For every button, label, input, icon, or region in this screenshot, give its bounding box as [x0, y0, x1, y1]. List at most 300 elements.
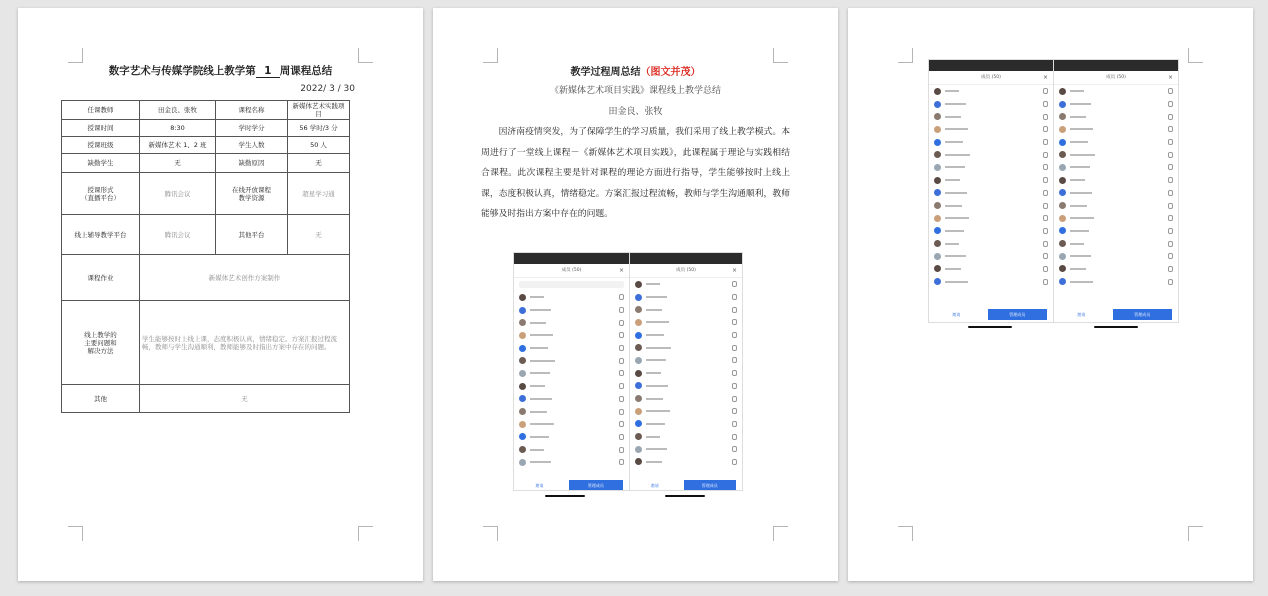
avatar	[934, 189, 941, 196]
microphone-icon	[619, 409, 624, 415]
members-footer	[514, 480, 629, 491]
microphone-icon	[1043, 279, 1048, 285]
avatar	[635, 370, 642, 377]
cell-label: 其他	[62, 385, 140, 413]
cell-label: 授课时间	[62, 120, 140, 137]
home-indicator	[545, 495, 585, 497]
member-name-placeholder	[945, 166, 965, 168]
member-name-placeholder	[530, 436, 549, 438]
avatar	[934, 139, 941, 146]
cell-label: 课程作业	[62, 255, 140, 301]
microphone-icon	[1043, 152, 1048, 158]
microphone-icon	[619, 294, 624, 300]
crop-mark	[358, 526, 373, 541]
member-name-placeholder	[646, 283, 660, 285]
member-name-placeholder	[530, 309, 551, 311]
microphone-icon	[1168, 152, 1173, 158]
avatar	[519, 459, 526, 466]
member-name-placeholder	[530, 449, 544, 451]
microphone-icon	[732, 332, 737, 338]
cell-label: 线上辅导教学平台	[62, 215, 140, 255]
member-name-placeholder	[646, 448, 667, 450]
member-name-placeholder	[530, 347, 548, 349]
member-row	[929, 187, 1053, 200]
search-input	[519, 281, 624, 288]
member-name-placeholder	[646, 372, 661, 374]
cell-value: 新媒体艺术创作方案制作	[140, 255, 350, 301]
cell-value: 腾讯会议	[140, 173, 216, 215]
member-row	[630, 430, 742, 443]
member-row	[929, 263, 1053, 276]
member-row	[514, 456, 629, 469]
close-icon: ×	[1167, 74, 1173, 81]
table-row	[62, 215, 350, 255]
avatar	[1059, 227, 1066, 234]
phone-status-bar	[1054, 60, 1178, 71]
avatar	[934, 253, 941, 260]
microphone-icon	[619, 421, 624, 427]
member-name-placeholder	[945, 116, 961, 118]
members-count: 成员 (50)	[981, 75, 1001, 80]
member-name-placeholder	[646, 398, 663, 400]
member-name-placeholder	[1070, 255, 1091, 257]
avatar	[1059, 139, 1066, 146]
avatar	[1059, 164, 1066, 171]
member-name-placeholder	[646, 436, 660, 438]
member-row	[630, 329, 742, 342]
crop-mark	[1188, 48, 1203, 63]
member-name-placeholder	[1070, 243, 1084, 245]
cell-label: 学时学分	[216, 120, 288, 137]
microphone-icon	[732, 408, 737, 414]
avatar	[519, 421, 526, 428]
member-row	[1054, 161, 1178, 174]
crop-mark	[68, 48, 83, 63]
cell-value: 超星学习通	[288, 173, 350, 215]
avatar	[635, 433, 642, 440]
cell-label: 任课教师	[62, 101, 140, 120]
microphone-icon	[1168, 164, 1173, 170]
avatar	[635, 458, 642, 465]
member-name-placeholder	[1070, 116, 1086, 118]
avatar	[1059, 278, 1066, 285]
crop-mark	[483, 526, 498, 541]
avatar	[934, 126, 941, 133]
crop-mark	[898, 48, 913, 63]
member-name-placeholder	[1070, 217, 1094, 219]
avatar	[519, 408, 526, 415]
member-name-placeholder	[530, 411, 547, 413]
table-row	[62, 255, 350, 301]
microphone-icon	[1168, 88, 1173, 94]
avatar	[519, 319, 526, 326]
member-row	[1054, 275, 1178, 288]
microphone-icon	[619, 434, 624, 440]
microphone-icon	[1168, 139, 1173, 145]
close-icon: ×	[731, 267, 737, 274]
cell-value: 新媒体艺术 1、2 班	[140, 137, 216, 154]
microphone-icon	[619, 447, 624, 453]
member-name-placeholder	[945, 128, 968, 130]
microphone-icon	[1168, 126, 1173, 132]
microphone-icon	[1168, 101, 1173, 107]
cell-label: 其他平台	[216, 215, 288, 255]
phone-status-bar	[514, 253, 629, 264]
member-row	[630, 418, 742, 431]
member-row	[630, 405, 742, 418]
meeting-members-screenshot	[513, 252, 630, 491]
avatar	[1059, 101, 1066, 108]
member-name-placeholder	[646, 347, 671, 349]
members-count: 成员 (50)	[676, 268, 696, 273]
member-name-placeholder	[530, 461, 551, 463]
member-name-placeholder	[646, 461, 662, 463]
member-row	[514, 431, 629, 444]
microphone-icon	[732, 319, 737, 325]
member-row	[929, 123, 1053, 136]
avatar	[1059, 240, 1066, 247]
cell-value: 新媒体艺术实践项目	[288, 101, 350, 120]
member-name-placeholder	[530, 423, 554, 425]
microphone-icon	[1043, 241, 1048, 247]
member-name-placeholder	[1070, 166, 1090, 168]
member-row	[514, 405, 629, 418]
member-row	[1054, 85, 1178, 98]
crop-mark	[483, 48, 498, 63]
avatar	[635, 382, 642, 389]
avatar	[934, 113, 941, 120]
avatar	[1059, 126, 1066, 133]
member-list	[630, 278, 742, 472]
title-suffix: 周课程总结	[279, 65, 333, 77]
member-name-placeholder	[1070, 154, 1095, 156]
member-row	[630, 316, 742, 329]
avatar	[519, 370, 526, 377]
members-footer	[929, 309, 1053, 320]
member-row	[514, 291, 629, 304]
meeting-members-screenshot	[629, 252, 743, 491]
microphone-icon	[1168, 266, 1173, 272]
avatar	[519, 332, 526, 339]
invite-button: 邀请	[650, 482, 659, 488]
member-row	[929, 174, 1053, 187]
microphone-icon	[1043, 177, 1048, 183]
microphone-icon	[1043, 266, 1048, 272]
crop-mark	[68, 526, 83, 541]
member-name-placeholder	[646, 321, 669, 323]
members-count: 成员 (50)	[561, 268, 582, 273]
table-row	[62, 301, 350, 385]
avatar	[635, 306, 642, 313]
member-name-placeholder	[1070, 230, 1089, 232]
member-name-placeholder	[646, 410, 670, 412]
page2-subtitle: 《新媒体艺术项目实践》课程线上教学总结	[549, 86, 721, 96]
avatar	[519, 446, 526, 453]
cell-value: 56 学时/3 分	[288, 120, 350, 137]
member-name-placeholder	[945, 90, 959, 92]
member-row	[929, 148, 1053, 161]
crop-mark	[1188, 526, 1203, 541]
cell-label: 学生人数	[216, 137, 288, 154]
meeting-members-screenshot	[1053, 59, 1179, 323]
member-row	[514, 393, 629, 406]
cell-value: 无	[288, 154, 350, 173]
title-prefix: 数字艺术与传媒学院线上教学第	[108, 65, 256, 77]
avatar	[635, 319, 642, 326]
crop-mark	[358, 48, 373, 63]
avatar	[635, 344, 642, 351]
title-main: 教学过程周总结	[570, 67, 641, 78]
microphone-icon	[1168, 253, 1173, 259]
member-row	[1054, 212, 1178, 225]
avatar	[635, 446, 642, 453]
member-row	[1054, 237, 1178, 250]
member-name-placeholder	[646, 334, 664, 336]
close-icon: ×	[1042, 74, 1048, 81]
manage-members-button: 管理成员	[569, 480, 623, 491]
avatar	[1059, 88, 1066, 95]
table-row	[62, 101, 350, 120]
manage-members-button: 管理成员	[988, 309, 1048, 320]
table-row	[62, 385, 350, 413]
microphone-icon	[732, 345, 737, 351]
avatar	[519, 395, 526, 402]
member-row	[929, 110, 1053, 123]
phone-status-bar	[929, 60, 1053, 71]
microphone-icon	[1043, 215, 1048, 221]
microphone-icon	[732, 383, 737, 389]
member-row	[514, 443, 629, 456]
document-page-1	[18, 8, 423, 581]
member-row	[929, 136, 1053, 149]
microphone-icon	[732, 307, 737, 313]
member-row	[929, 225, 1053, 238]
member-name-placeholder	[530, 296, 544, 298]
cell-label: 缺勤原因	[216, 154, 288, 173]
member-list	[929, 85, 1053, 300]
cell-value: 无	[140, 385, 350, 413]
avatar	[934, 278, 941, 285]
cell-label: 缺勤学生	[62, 154, 140, 173]
microphone-icon	[1168, 215, 1173, 221]
avatar	[934, 265, 941, 272]
microphone-icon	[1043, 126, 1048, 132]
avatar	[635, 281, 642, 288]
microphone-icon	[619, 345, 624, 351]
member-row	[1054, 225, 1178, 238]
avatar	[1059, 151, 1066, 158]
microphone-icon	[1168, 228, 1173, 234]
member-row	[929, 161, 1053, 174]
cell-value: 田金良、张牧	[140, 101, 216, 120]
microphone-icon	[619, 383, 624, 389]
cell-label: 授课班级	[62, 137, 140, 154]
microphone-icon	[619, 358, 624, 364]
microphone-icon	[732, 434, 737, 440]
cell-value: 50 人	[288, 137, 350, 154]
crop-mark	[773, 48, 788, 63]
member-name-placeholder	[530, 360, 555, 362]
microphone-icon	[1043, 88, 1048, 94]
member-list	[514, 291, 629, 475]
microphone-icon	[732, 459, 737, 465]
avatar	[519, 307, 526, 314]
member-row	[929, 250, 1053, 263]
microphone-icon	[619, 320, 624, 326]
member-name-placeholder	[1070, 179, 1085, 181]
cell-value: 学生能够按时上线上课，态度积极认真，情绪稳定。方案汇报过程流畅，教师与学生沟通顺利，教师能够及时指出方案中存在的问题。	[140, 301, 350, 385]
members-footer	[630, 480, 742, 491]
member-row	[929, 237, 1053, 250]
avatar	[635, 408, 642, 415]
member-row	[630, 303, 742, 316]
members-header	[630, 264, 742, 278]
cell-label: 授课形式 （直播平台）	[62, 173, 140, 215]
member-row	[630, 278, 742, 291]
member-list	[1054, 85, 1178, 300]
member-name-placeholder	[530, 398, 552, 400]
member-name-placeholder	[1070, 192, 1092, 194]
avatar	[934, 101, 941, 108]
microphone-icon	[1168, 241, 1173, 247]
crop-mark	[773, 526, 788, 541]
avatar	[1059, 177, 1066, 184]
member-name-placeholder	[945, 192, 967, 194]
member-row	[1054, 174, 1178, 187]
member-name-placeholder	[530, 334, 553, 336]
manage-members-button: 管理成员	[684, 480, 737, 491]
member-row	[514, 367, 629, 380]
member-row	[514, 329, 629, 342]
avatar	[934, 227, 941, 234]
microphone-icon	[1043, 139, 1048, 145]
member-name-placeholder	[1070, 128, 1093, 130]
member-row	[514, 380, 629, 393]
page2-authors: 田金良、张牧	[608, 107, 663, 117]
microphone-icon	[732, 294, 737, 300]
member-name-placeholder	[945, 217, 969, 219]
avatar	[1059, 215, 1066, 222]
microphone-icon	[619, 307, 624, 313]
microphone-icon	[732, 370, 737, 376]
home-indicator	[968, 326, 1012, 328]
meeting-members-screenshot	[928, 59, 1054, 323]
member-name-placeholder	[945, 154, 970, 156]
microphone-icon	[1043, 190, 1048, 196]
member-name-placeholder	[646, 359, 666, 361]
avatar	[934, 88, 941, 95]
microphone-icon	[1043, 164, 1048, 170]
cell-value: 腾讯会议	[140, 215, 216, 255]
close-icon: ×	[618, 267, 624, 274]
microphone-icon	[1043, 228, 1048, 234]
page2-title	[433, 63, 838, 78]
member-name-placeholder	[1070, 205, 1087, 207]
manage-members-button: 管理成员	[1113, 309, 1173, 320]
document-page-2	[433, 8, 838, 581]
avatar	[519, 345, 526, 352]
microphone-icon	[732, 357, 737, 363]
member-name-placeholder	[530, 372, 550, 374]
avatar	[519, 383, 526, 390]
member-row	[1054, 199, 1178, 212]
table-row	[62, 154, 350, 173]
microphone-icon	[1043, 114, 1048, 120]
document-page-3	[848, 8, 1253, 581]
title-red: （图文并茂）	[640, 67, 701, 78]
member-row	[1054, 148, 1178, 161]
course-summary-table	[61, 100, 350, 413]
member-row	[929, 199, 1053, 212]
member-name-placeholder	[530, 385, 545, 387]
member-row	[1054, 123, 1178, 136]
table-row	[62, 120, 350, 137]
microphone-icon	[619, 396, 624, 402]
member-name-placeholder	[1070, 281, 1093, 283]
member-row	[630, 354, 742, 367]
cell-value: 8:30	[140, 120, 216, 137]
avatar	[635, 357, 642, 364]
cell-label: 课程名称	[216, 101, 288, 120]
microphone-icon	[619, 370, 624, 376]
home-indicator	[1094, 326, 1138, 328]
report-date: 2022/ 3 / 30	[300, 84, 355, 94]
invite-button: 邀请	[535, 482, 544, 488]
member-row	[514, 304, 629, 317]
member-name-placeholder	[945, 255, 966, 257]
avatar	[934, 240, 941, 247]
member-row	[514, 418, 629, 431]
avatar	[519, 433, 526, 440]
member-name-placeholder	[646, 423, 665, 425]
home-indicator	[665, 495, 705, 497]
cell-value: 无	[288, 215, 350, 255]
members-header	[514, 264, 629, 278]
microphone-icon	[1168, 279, 1173, 285]
avatar	[934, 151, 941, 158]
microphone-icon	[732, 396, 737, 402]
avatar	[934, 177, 941, 184]
avatar	[1059, 113, 1066, 120]
invite-button: 邀请	[952, 311, 961, 317]
microphone-icon	[1168, 177, 1173, 183]
invite-button: 邀请	[1077, 311, 1086, 317]
avatar	[934, 215, 941, 222]
microphone-icon	[732, 281, 737, 287]
member-row	[1054, 110, 1178, 123]
avatar	[635, 294, 642, 301]
members-header	[929, 71, 1053, 85]
member-name-placeholder	[646, 309, 662, 311]
member-name-placeholder	[646, 296, 667, 298]
member-row	[929, 275, 1053, 288]
member-name-placeholder	[1070, 141, 1088, 143]
member-row	[630, 367, 742, 380]
avatar	[1059, 189, 1066, 196]
avatar	[1059, 265, 1066, 272]
table-row	[62, 137, 350, 154]
microphone-icon	[1168, 203, 1173, 209]
avatar	[519, 357, 526, 364]
member-row	[630, 456, 742, 469]
cell-value: 无	[140, 154, 216, 173]
member-row	[514, 316, 629, 329]
avatar	[635, 332, 642, 339]
member-row	[1054, 263, 1178, 276]
member-row	[514, 354, 629, 367]
member-name-placeholder	[1070, 268, 1086, 270]
page1-title	[18, 63, 423, 78]
